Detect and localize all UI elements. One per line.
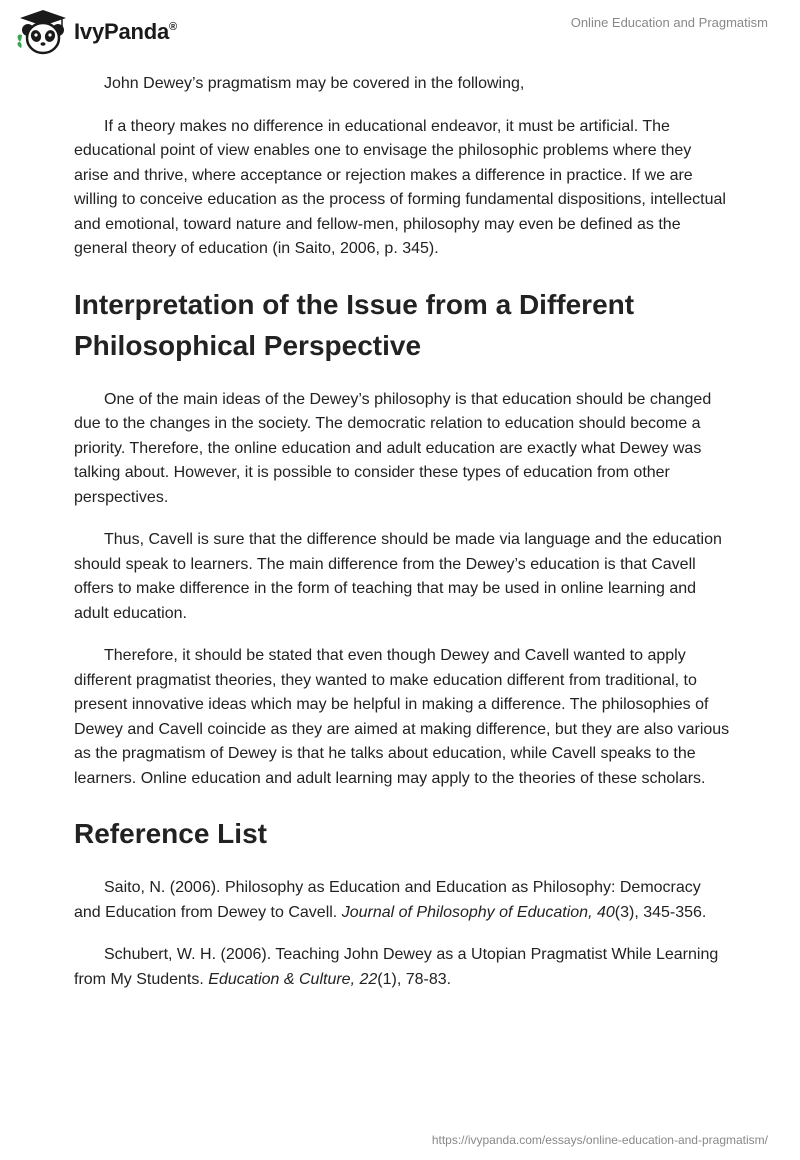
reference-journal: Journal of Philosophy of Education, — [341, 903, 597, 921]
reference-item — [74, 943, 730, 992]
panda-graduate-icon — [14, 8, 72, 56]
body-paragraph: Therefore, it should be stated that even though Dewey and Cavell wanted to apply different pragmatist theories, they wanted to make education different from traditional, to present innovative ideas which may be helpful in making a difference. The philosophies of Dewey and Cavell coincide as they are aimed at making difference, but they are also various as the pragmatism of Dewey is that he talks about education, while Cavell speaks to the learners. Online education and adult learning may apply to the theories of these scholars. — [74, 647, 730, 787]
essay-content — [74, 70, 730, 992]
brand-name-text: IvyPanda — [74, 19, 170, 44]
section-heading: Interpretation of the Issue from a Different Philosophical Perspective — [74, 288, 635, 361]
reference-citation: Saito, N. (2006). Philosophy as Education and Education as Philosophy: Democracy and Education from Dewey to Cavell. — [74, 879, 701, 921]
reference-pages: (1), 78-83. — [377, 970, 452, 988]
brand-name — [74, 19, 177, 45]
reference-volume: 40 — [596, 903, 615, 921]
reference-item — [74, 876, 730, 925]
page-header — [0, 0, 800, 62]
brand-logo[interactable] — [14, 8, 177, 56]
source-url[interactable]: https://ivypanda.com/essays/online-education-and-pragmatism/ — [431, 1133, 768, 1147]
reference-pages: (3), 345-356. — [614, 903, 707, 921]
reference-list-heading: Reference List — [74, 818, 267, 849]
body-paragraph: One of the main ideas of the Dewey’s philosophy is that education should be changed due to the changes in the society. The democratic relation to education should become a priority. Therefore, the online education and adult education are exactly what Dewey was talking about. However, it is possible to consider these types of education from other perspectives. — [74, 390, 712, 506]
dewey-quote-paragraph: If a theory makes no difference in educational endeavor, it must be artificial. The educational point of view enables one to envisage the philosophic problems where they arise and thrive, where acceptance or rejection makes a difference in practice. If we are willing to conceive education as the process of forming fundamental dispositions, intellectual and emotional, toward nature and fellow-men, philosophy may even be defined as the general theory of education (in Saito, 2006, p. 345). — [74, 117, 726, 257]
intro-paragraph: John Dewey’s pragmatism may be covered in the following, — [104, 75, 525, 92]
body-paragraph: Thus, Cavell is sure that the difference should be made via language and the education should speak to learners. The main difference from the Dewey’s education is that Cavell offers to make difference in the form of teaching that may be used in online learning and adult education. — [74, 531, 722, 622]
reference-journal: Education & Culture, — [208, 970, 360, 988]
document-title: Online Education and Pragmatism — [570, 15, 768, 30]
registered-mark: ® — [169, 21, 177, 33]
reference-citation: Schubert, W. H. (2006). Teaching John Dewey as a Utopian Pragmatist While Learning from My Students. — [74, 946, 719, 988]
reference-volume: 22 — [359, 970, 378, 988]
